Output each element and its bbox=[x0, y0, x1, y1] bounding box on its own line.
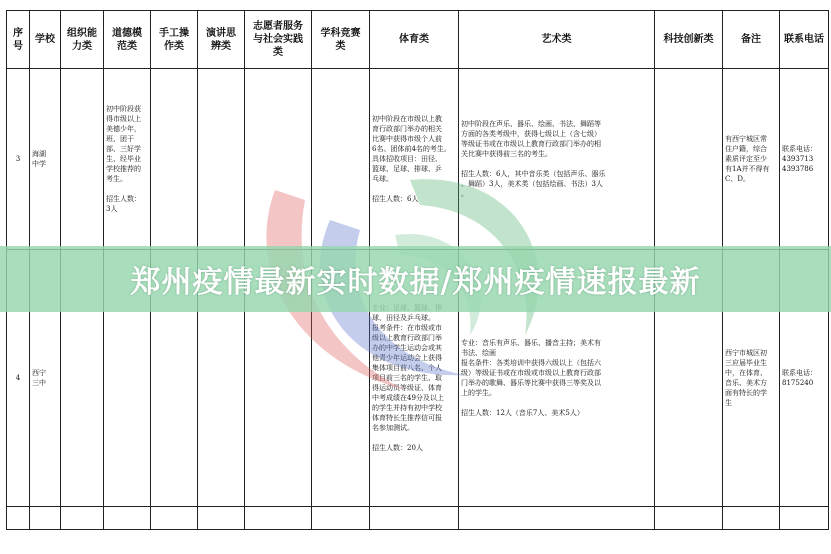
row-no: 3 bbox=[7, 69, 30, 250]
headline-title: 郑州疫情最新实时数据/郑州疫情速报最新 bbox=[130, 265, 701, 300]
row-phone: 联系电话： 4393713 4393786 bbox=[780, 69, 829, 250]
header-handcraft: 手工操 作类 bbox=[151, 11, 198, 69]
row-handcraft bbox=[151, 69, 198, 250]
header-volunteer: 志愿者服务 与社会实践 类 bbox=[245, 11, 312, 69]
row-school: 西宁 三中 bbox=[30, 250, 61, 507]
header-row bbox=[7, 11, 829, 69]
header-moral: 道德模 范类 bbox=[104, 11, 151, 69]
row-moral: 初中阶段获 得市级以上 美德少年， 班、团干 部、三好学 生、经毕业 学校推荐的 考生。 招生人数： 3人 bbox=[104, 69, 151, 250]
table-row bbox=[7, 69, 829, 250]
headline-banner bbox=[0, 246, 831, 312]
row-organization bbox=[61, 69, 104, 250]
header-tech: 科技创新类 bbox=[655, 11, 723, 69]
header-no: 序 号 bbox=[7, 11, 30, 69]
row-arts: 初中阶段在声乐、器乐、绘画、书法、舞蹈等 方面的各类考级中，获得七级以上（含七级） 等级证书或在市级以上教育行政部门举办的相 关比赛中获得前三名的考生。 招生人数：6人，其中音乐类（包括声乐、器乐 、舞蹈）3人，美术类（包括绘画、书法）3人 。 bbox=[459, 69, 655, 250]
row-no: 4 bbox=[7, 250, 30, 507]
header-remark: 备注 bbox=[723, 11, 780, 69]
header-arts: 艺术类 bbox=[459, 11, 655, 69]
row-remark: 有西宁城区常 住户籍，综合 素质评定至少 有1A并不得有 C、D。 bbox=[723, 69, 780, 250]
table-row-partial bbox=[7, 507, 829, 530]
header-phone: 联系电话 bbox=[780, 11, 829, 69]
row-competition bbox=[312, 69, 370, 250]
row-sports: 初中阶段在市级以上教 育行政部门举办的相关 比赛中获得市级个人前 6名、团体前4名的考生。 具体招收项目：田径、 篮球、足球、排球、乒 乓球。 招生人数：6人 bbox=[370, 69, 459, 250]
row-arts: 专业：音乐有声乐、器乐、播音主持；美术有 书法、绘画 报名条件：各类培训中获得六级以上（包括六 级）等级证书或在市级或市级以上教育行政部 门举办的歌舞、器乐等比赛中获得三等奖及以 上的学生。 招生人数：12人（音乐7人、美术5人） bbox=[459, 250, 655, 507]
row-tech bbox=[655, 69, 723, 250]
header-organization: 组织能 力类 bbox=[61, 11, 104, 69]
header-competition: 学科竞赛 类 bbox=[312, 11, 370, 69]
row-remark: 西宁市城区初 三应届毕业生 中，在体育、 音乐、美术方 面有特长的学 生 bbox=[723, 250, 780, 507]
row-speech bbox=[198, 69, 245, 250]
header-school: 学校 bbox=[30, 11, 61, 69]
row-volunteer bbox=[245, 69, 312, 250]
row-phone: 联系电话： 8175240 bbox=[780, 250, 829, 507]
header-speech: 演讲思 辨类 bbox=[198, 11, 245, 69]
row-sports: 球、田径及乒乓球。 报考条件：在市级或市 级以上教育行政部门举 办的中学生运动会或其 他青少年运动会上获得 集体项目前八名、个人 项目前三名的学生、取 得运动员等级证、体育 中考成绩在49分及以上 的学生并持有初中学校 体育特长生推荐信可报 名参加测试。 招生人数：20人 bbox=[370, 250, 459, 507]
row-school: 海湖 中学 bbox=[30, 69, 61, 250]
header-sports: 体育类 bbox=[370, 11, 459, 69]
